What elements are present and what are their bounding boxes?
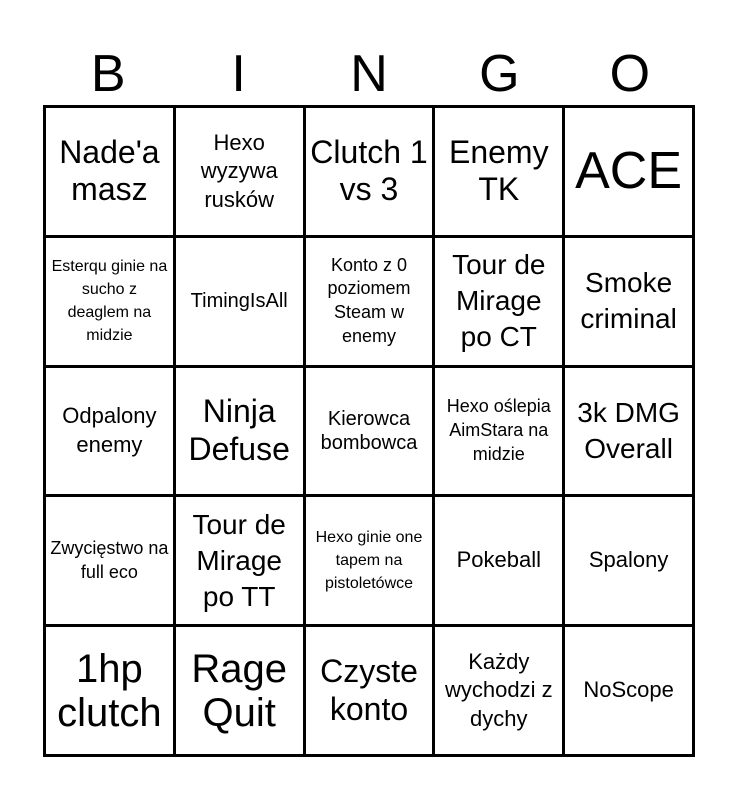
bingo-cell: Zwycięstwo na full eco — [46, 497, 173, 624]
bingo-header — [43, 44, 695, 104]
bingo-cell: Spalony — [565, 497, 692, 624]
bingo-cell: Pokeball — [435, 497, 562, 624]
bingo-cell: Smoke criminal — [565, 238, 692, 365]
bingo-cell: Hexo ginie one tapem na pistoletówce — [306, 497, 433, 624]
bingo-cell: Hexo oślepia AimStara na midzie — [435, 368, 562, 495]
bingo-cell: 1hp clutch — [46, 627, 173, 754]
bingo-cell: Czyste konto — [306, 627, 433, 754]
header-letter-i: I — [231, 45, 246, 103]
header-letter-b: B — [90, 45, 126, 103]
bingo-cell: Ninja Defuse — [176, 368, 303, 495]
bingo-cell: Tour de Mirage po TT — [176, 497, 303, 624]
bingo-cell: 3k DMG Overall — [565, 368, 692, 495]
bingo-cell: Konto z 0 poziomem Steam w enemy — [306, 238, 433, 365]
header-letter-o: O — [609, 45, 651, 103]
header-letter-g: G — [479, 45, 520, 103]
bingo-cell: Kierowca bombowca — [306, 368, 433, 495]
bingo-cell: ACE — [565, 108, 692, 235]
bingo-card — [43, 105, 695, 757]
bingo-cell: Nade'a masz — [46, 108, 173, 235]
bingo-cell: Esterqu ginie na sucho z deaglem na midzie — [46, 238, 173, 365]
bingo-cell: Clutch 1 vs 3 — [306, 108, 433, 235]
bingo-cell: Hexo wyzywa rusków — [176, 108, 303, 235]
bingo-cell: Każdy wychodzi z dychy — [435, 627, 562, 754]
bingo-cell: TimingIsAll — [176, 238, 303, 365]
bingo-cell: NoScope — [565, 627, 692, 754]
bingo-cell: Enemy TK — [435, 108, 562, 235]
header-letter-n: N — [350, 45, 388, 103]
bingo-cell: Tour de Mirage po CT — [435, 238, 562, 365]
bingo-cell: Odpalony enemy — [46, 368, 173, 495]
bingo-cell: Rage Quit — [176, 627, 303, 754]
